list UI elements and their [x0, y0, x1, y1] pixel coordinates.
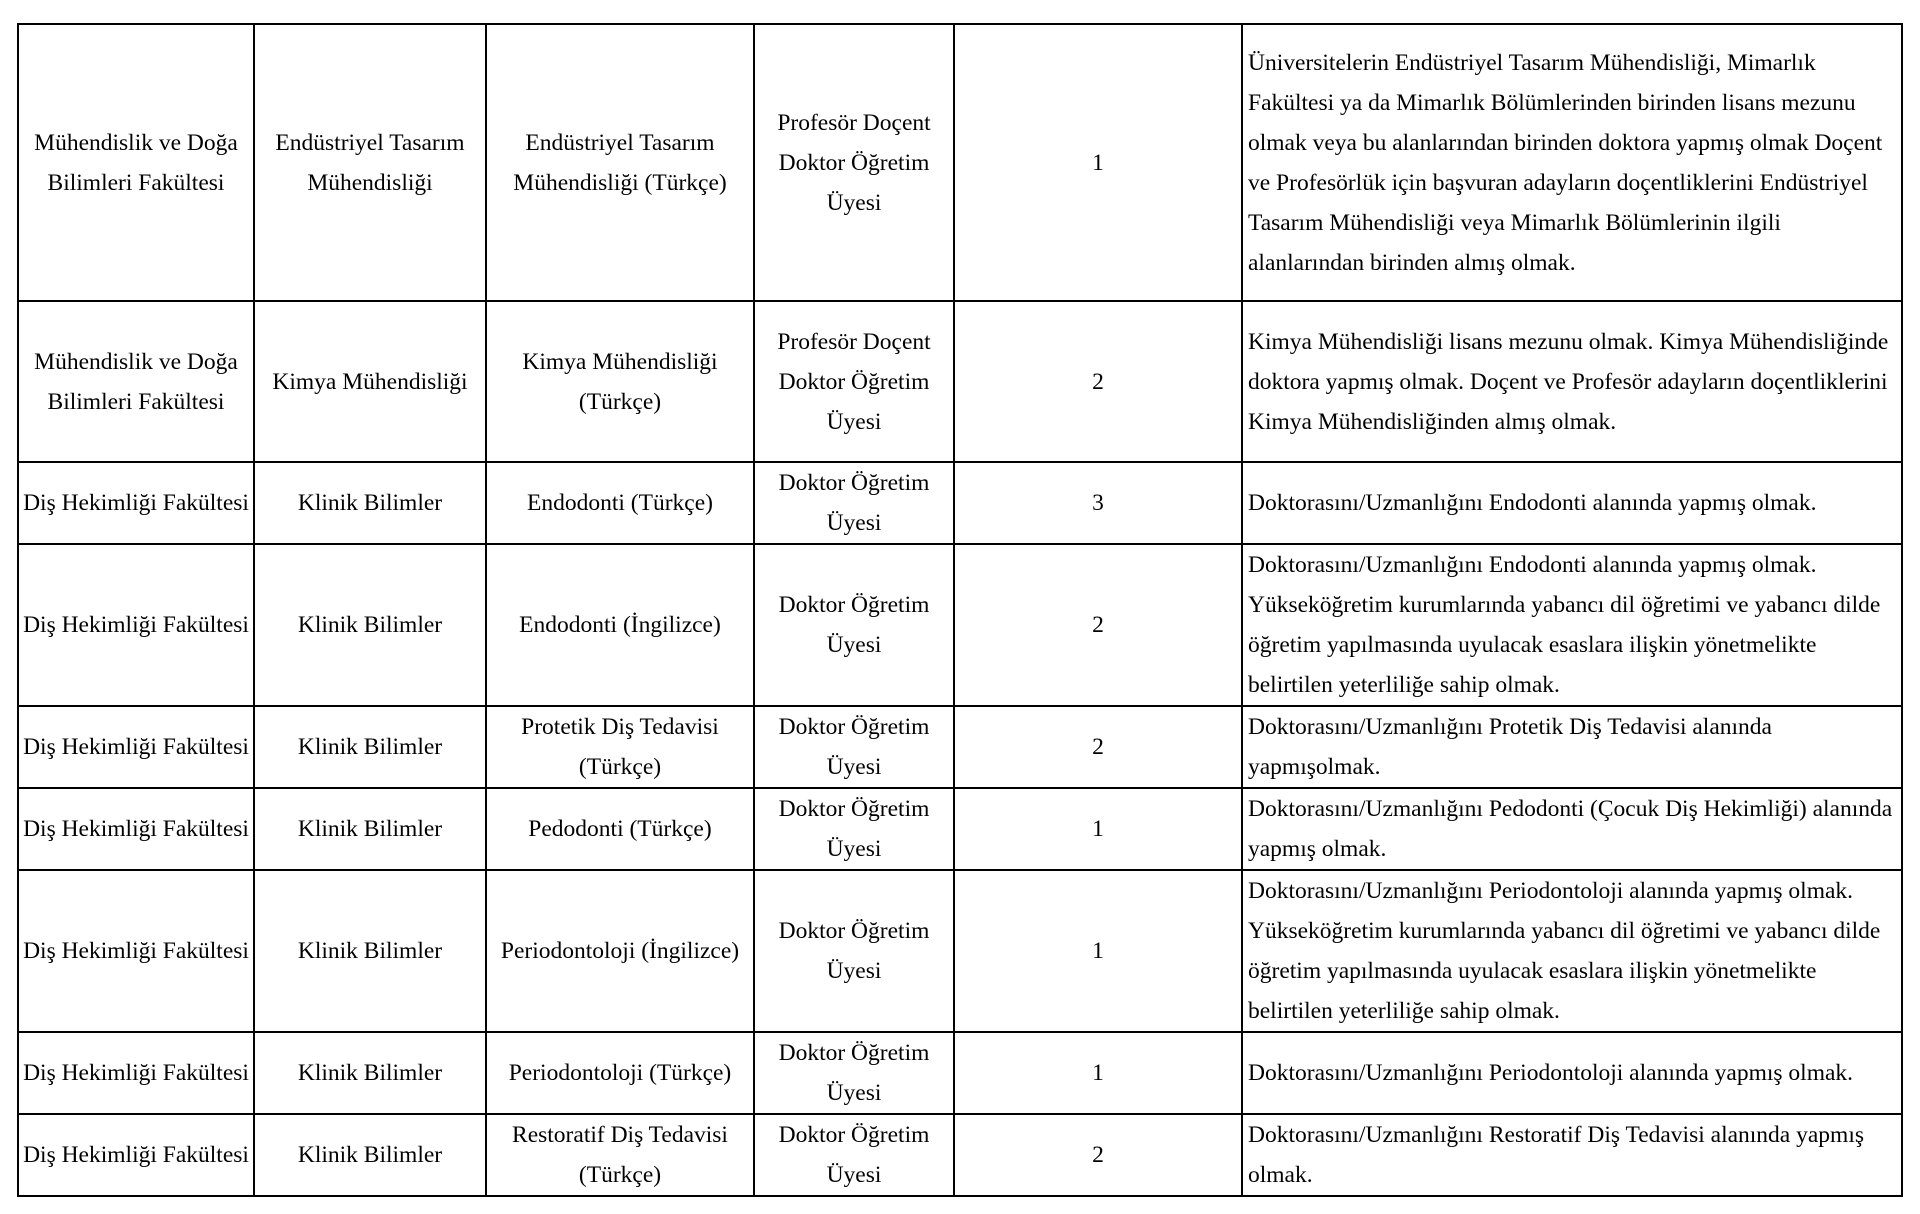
program-cell: Endodonti (İngilizce): [486, 544, 754, 706]
department-cell: Klinik Bilimler: [254, 462, 486, 544]
table-row: [18, 706, 1902, 788]
requirement-cell: Doktorasını/Uzmanlığını Protetik Diş Tedavisi alanında yapmışolmak.: [1242, 706, 1902, 788]
table-row: [18, 870, 1902, 1032]
program-cell: Protetik Diş Tedavisi (Türkçe): [486, 706, 754, 788]
count-cell: 2: [954, 544, 1242, 706]
title-cell: Profesör Doçent Doktor Öğretim Üyesi: [754, 301, 954, 462]
requirement-cell: Doktorasını/Uzmanlığını Endodonti alanında yapmış olmak.: [1242, 462, 1902, 544]
title-cell: Doktor Öğretim Üyesi: [754, 544, 954, 706]
program-cell: Endodonti (Türkçe): [486, 462, 754, 544]
department-cell: Klinik Bilimler: [254, 1032, 486, 1114]
faculty-cell: Mühendislik ve Doğa Bilimleri Fakültesi: [18, 24, 254, 301]
requirement-cell: Doktorasını/Uzmanlığını Endodonti alanında yapmış olmak. Yükseköğretim kurumlarında yabancı dil öğretimi ve yabancı dilde öğretim yapılmasında uyulacak esaslara ilişkin yönetmelikte belirtilen yeterliliğe sahip olmak.: [1242, 544, 1902, 706]
title-cell: Doktor Öğretim Üyesi: [754, 1032, 954, 1114]
faculty-cell: Diş Hekimliği Fakültesi: [18, 788, 254, 870]
department-cell: Klinik Bilimler: [254, 706, 486, 788]
count-cell: 1: [954, 788, 1242, 870]
table-row: [18, 301, 1902, 462]
requirement-cell: Doktorasını/Uzmanlığını Restoratif Diş Tedavisi alanında yapmış olmak.: [1242, 1114, 1902, 1196]
count-cell: 2: [954, 1114, 1242, 1196]
count-cell: 2: [954, 301, 1242, 462]
program-cell: Kimya Mühendisliği (Türkçe): [486, 301, 754, 462]
table-row: [18, 788, 1902, 870]
title-cell: Doktor Öğretim Üyesi: [754, 706, 954, 788]
program-cell: Endüstriyel Tasarım Mühendisliği (Türkçe): [486, 24, 754, 301]
title-cell: Profesör Doçent Doktor Öğretim Üyesi: [754, 24, 954, 301]
requirement-cell: Doktorasını/Uzmanlığını Periodontoloji alanında yapmış olmak. Yükseköğretim kurumlarında yabancı dil öğretimi ve yabancı dilde öğretim yapılmasında uyulacak esaslara ilişkin yönetmelikte belirtilen yeterliliğe sahip olmak.: [1242, 870, 1902, 1032]
faculty-cell: Diş Hekimliği Fakültesi: [18, 462, 254, 544]
table-row: [18, 1114, 1902, 1196]
count-cell: 2: [954, 706, 1242, 788]
title-cell: Doktor Öğretim Üyesi: [754, 1114, 954, 1196]
department-cell: Klinik Bilimler: [254, 544, 486, 706]
requirement-cell: Kimya Mühendisliği lisans mezunu olmak. Kimya Mühendisliğinde doktora yapmış olmak. Doçent ve Profesör adayların doçentliklerini Kimya Mühendisliğinden almış olmak.: [1242, 301, 1902, 462]
faculty-cell: Diş Hekimliği Fakültesi: [18, 870, 254, 1032]
requirement-cell: Doktorasını/Uzmanlığını Periodontoloji alanında yapmış olmak.: [1242, 1032, 1902, 1114]
count-cell: 1: [954, 1032, 1242, 1114]
department-cell: Endüstriyel Tasarım Mühendisliği: [254, 24, 486, 301]
program-cell: Periodontoloji (İngilizce): [486, 870, 754, 1032]
title-cell: Doktor Öğretim Üyesi: [754, 462, 954, 544]
table-row: [18, 462, 1902, 544]
faculty-cell: Diş Hekimliği Fakültesi: [18, 1032, 254, 1114]
program-cell: Restoratif Diş Tedavisi (Türkçe): [486, 1114, 754, 1196]
faculty-cell: Mühendislik ve Doğa Bilimleri Fakültesi: [18, 301, 254, 462]
faculty-cell: Diş Hekimliği Fakültesi: [18, 1114, 254, 1196]
count-cell: 1: [954, 24, 1242, 301]
faculty-cell: Diş Hekimliği Fakültesi: [18, 706, 254, 788]
positions-table: [17, 23, 1903, 1197]
program-cell: Pedodonti (Türkçe): [486, 788, 754, 870]
table-row: [18, 1032, 1902, 1114]
department-cell: Klinik Bilimler: [254, 788, 486, 870]
table-row: [18, 544, 1902, 706]
department-cell: Klinik Bilimler: [254, 1114, 486, 1196]
department-cell: Kimya Mühendisliği: [254, 301, 486, 462]
title-cell: Doktor Öğretim Üyesi: [754, 870, 954, 1032]
faculty-cell: Diş Hekimliği Fakültesi: [18, 544, 254, 706]
requirement-cell: Doktorasını/Uzmanlığını Pedodonti (Çocuk Diş Hekimliği) alanında yapmış olmak.: [1242, 788, 1902, 870]
department-cell: Klinik Bilimler: [254, 870, 486, 1032]
count-cell: 3: [954, 462, 1242, 544]
table-row: [18, 24, 1902, 301]
title-cell: Doktor Öğretim Üyesi: [754, 788, 954, 870]
program-cell: Periodontoloji (Türkçe): [486, 1032, 754, 1114]
count-cell: 1: [954, 870, 1242, 1032]
requirement-cell: Üniversitelerin Endüstriyel Tasarım Mühendisliği, Mimarlık Fakültesi ya da Mimarlık Bölümlerinden birinden lisans mezunu olmak veya bu alanlarından birinden doktora yapmış olmak Doçent ve Profesörlük için başvuran adayların doçentliklerini Endüstriyel Tasarım Mühendisliği veya Mimarlık Bölümlerinin ilgili alanlarından birinden almış olmak.: [1242, 24, 1902, 301]
